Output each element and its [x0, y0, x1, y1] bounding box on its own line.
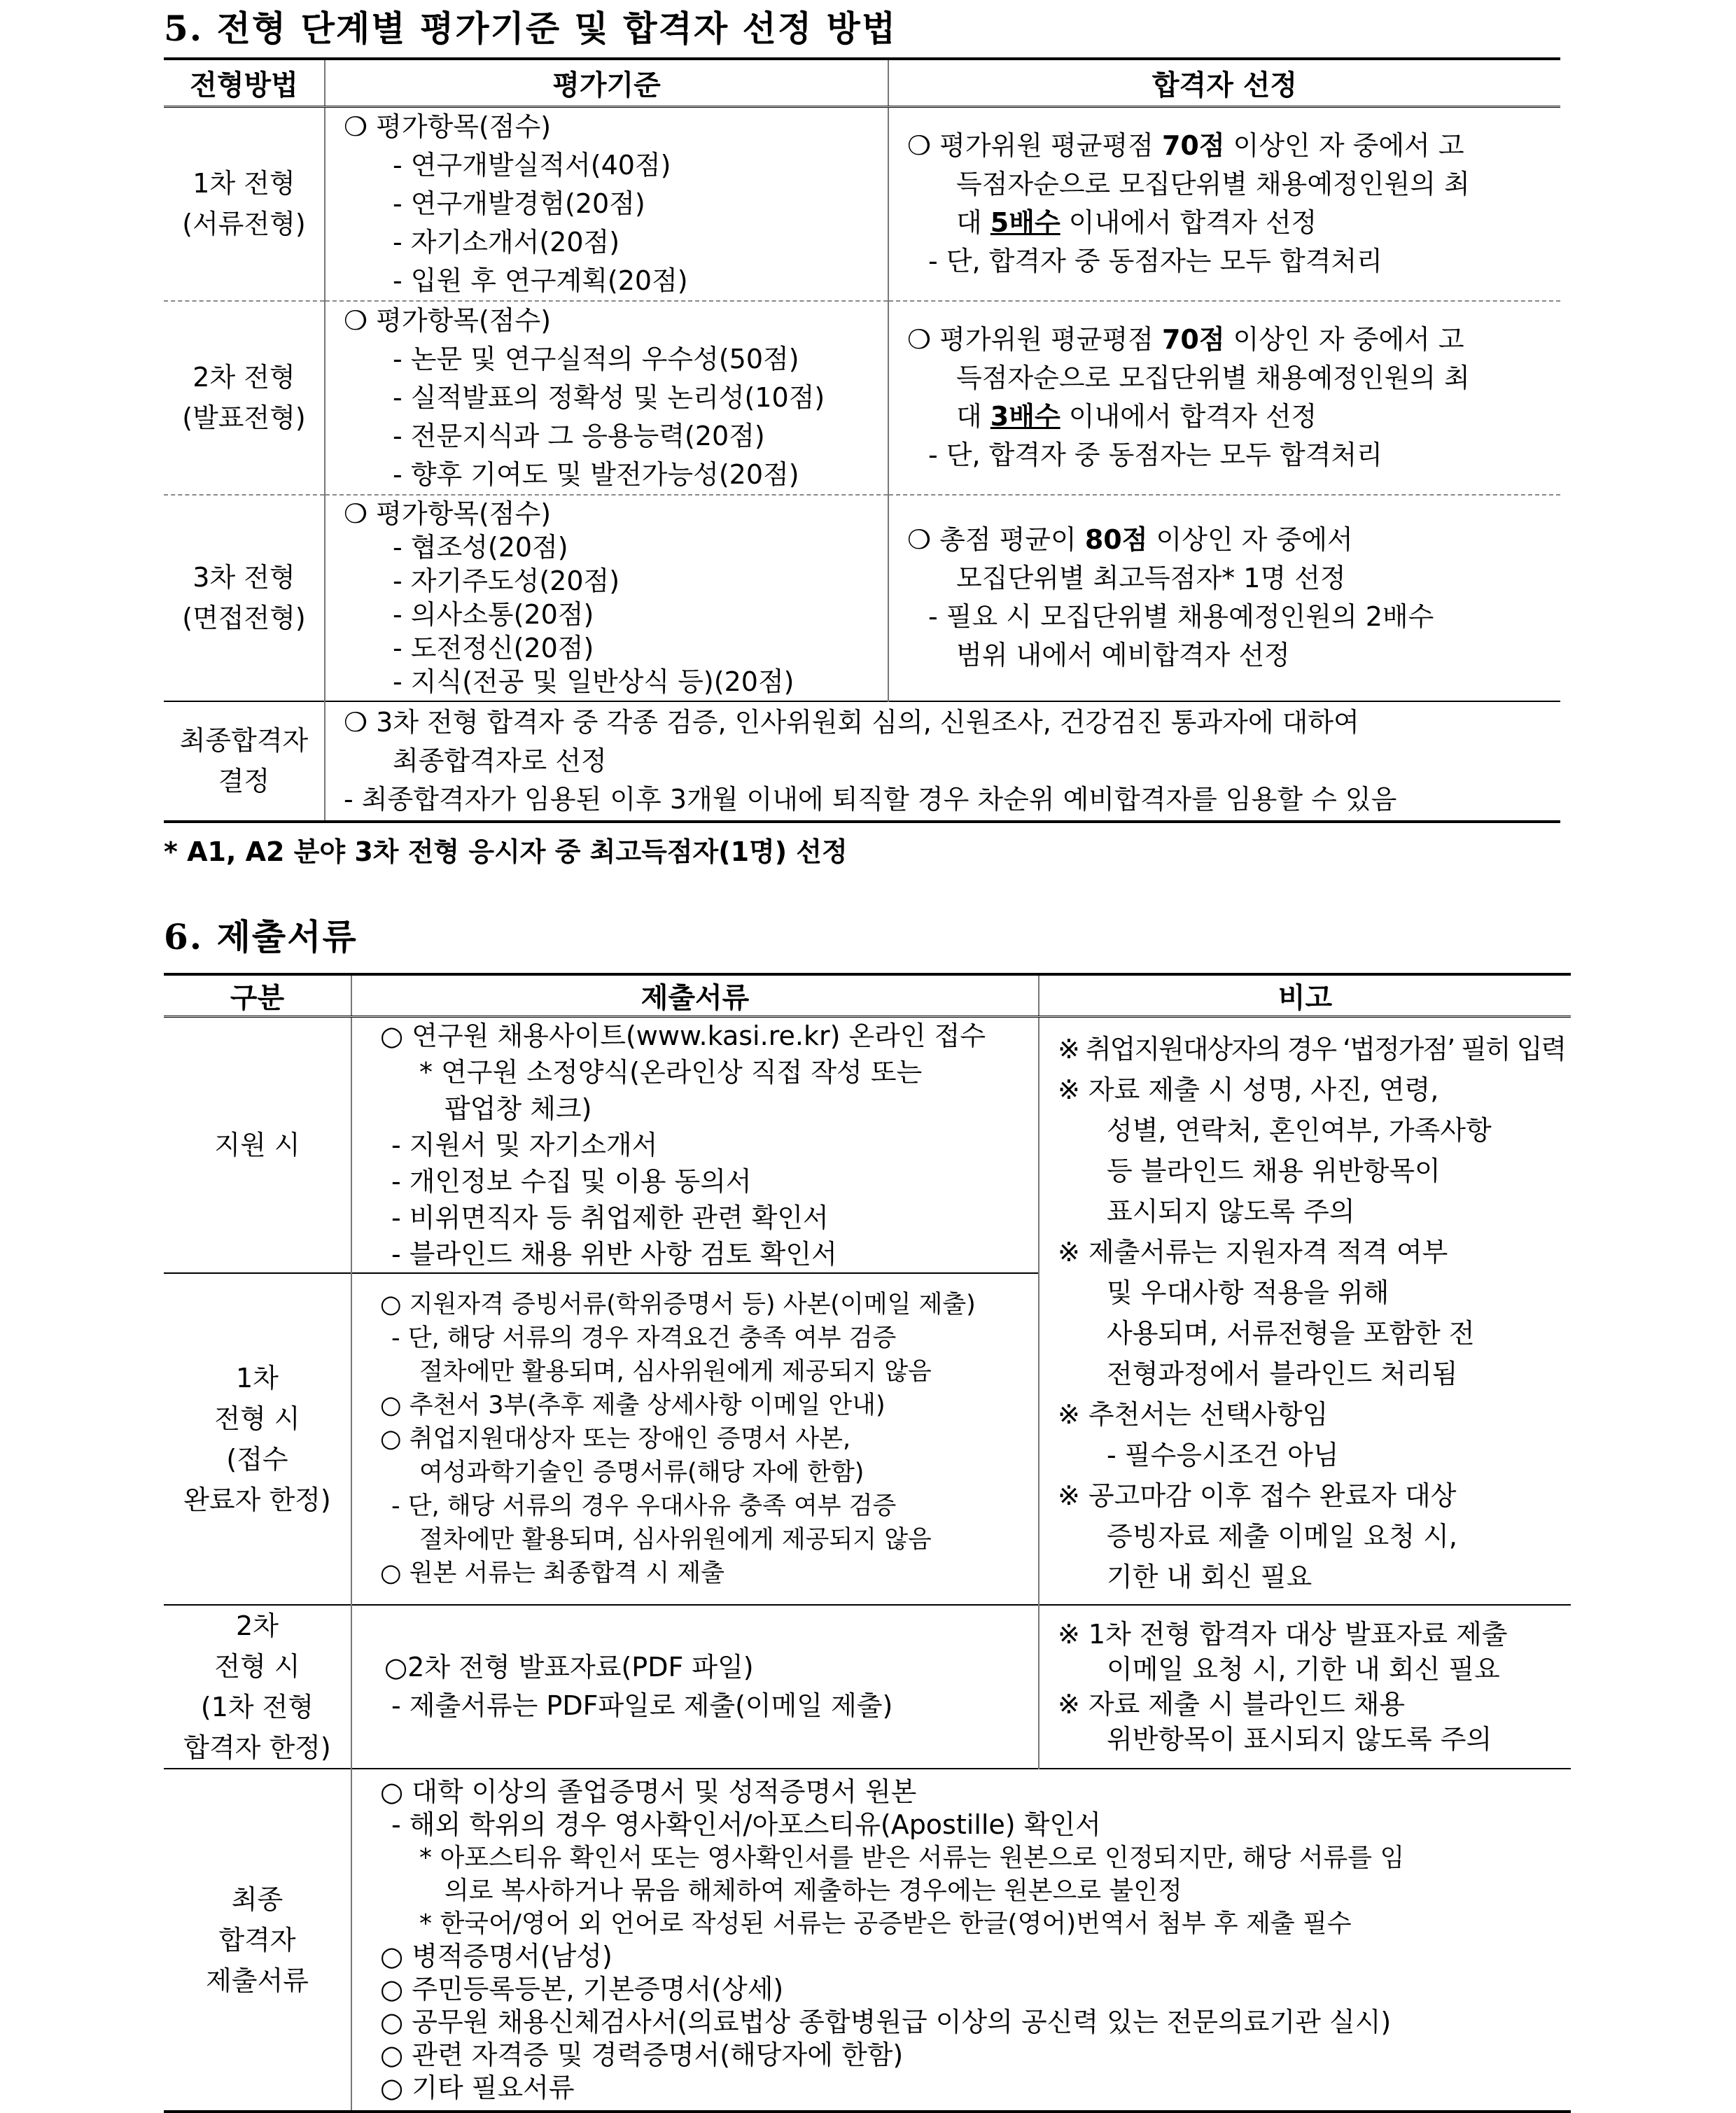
final-selection-text: ❍ 3차 전형 합격자 중 각종 검증, 인사위원회 심의, 신원조사, 건강검진 통과자에 대하여 최종합격자로 선정 - 최종합격자가 임용된 이후 3개월 이내에 퇴직할 경우 차순위 예비합격자를 임용할 수 있음 — [325, 701, 1560, 822]
row-criteria: ❍ 평가항목(점수) - 연구개발실적서(40점) - 연구개발경험(20점) - 자기소개서(20점) - 입원 후 연구계획(20점) — [325, 106, 888, 301]
row-selection: ❍ 총점 평균이 80점 이상인 자 중에서 모집단위별 최고득점자* 1명 선정 - 필요 시 모집단위별 채용예정인원의 2배수 범위 내에서 예비합격자 선정 — [888, 495, 1560, 701]
section5-title: 5. 전형 단계별 평가기준 및 합격자 선정 방법 — [164, 8, 897, 49]
row-method: 최종합격자 결정 — [164, 701, 325, 822]
row-documents: ○ 연구원 채용사이트(www.kasi.re.kr) 온라인 접수 * 연구원 소정양식(온라인상 직접 작성 또는 팝업창 체크) - 지원서 및 자기소개서 - 개인정보 수집 및 이용 동의서 - 비위면직자 등 취업제한 관련 확인서 - 블라인드 채용 위반 사항 검토 확인서 — [351, 1017, 1039, 1274]
row-method: 1차 전형 (서류전형) — [182, 168, 306, 239]
row-selection: ❍ 평가위원 평균평점 70점 이상인 자 중에서 고 득점자순으로 모집단위별 채용예정인원의 최 대 3배수 이내에서 합격자 선정 - 단, 합격자 중 동점자는 모두 합격처리 — [888, 301, 1560, 495]
documents-table — [164, 973, 1571, 2113]
table-row — [164, 701, 1560, 822]
table-row — [164, 1769, 1571, 2112]
row-method: 2차 전형 (발표전형) — [164, 301, 325, 495]
header-selection: 합격자 선정 — [888, 59, 1560, 106]
header-remarks: 비고 — [1039, 974, 1571, 1017]
section6-title: 6. 제출서류 — [164, 916, 358, 957]
row-criteria: ❍ 평가항목(점수) - 논문 및 연구실적의 우수성(50점) - 실적발표의 정확성 및 논리성(10점) - 전문지식과 그 응용능력(20점) - 향후 기여도 및 발전가능성(20점) — [325, 301, 888, 495]
header-criteria: 평가기준 — [325, 59, 888, 106]
row-criteria: ❍ 평가항목(점수) - 협조성(20점) - 자기주도성(20점) - 의사소통(20점) - 도전정신(20점) - 지식(전공 및 일반상식 등)(20점) — [325, 495, 888, 701]
table-row — [164, 106, 1560, 301]
row-method: 3차 전형 (면접전형) — [164, 495, 325, 701]
footnote: * A1, A2 분야 3차 전형 응시자 중 최고득점자(1명) 선정 — [164, 836, 848, 867]
row-label: 1차 전형 시 (접수 완료자 한정) — [164, 1273, 351, 1605]
row-selection: ❍ 평가위원 평균평점 70점 이상인 자 중에서 고 득점자순으로 모집단위별 채용예정인원의 최 대 5배수 이내에서 합격자 선정 - 단, 합격자 중 동점자는 모두 합격처리 — [888, 106, 1560, 301]
row-label: 2차 전형 시 (1차 전형 합격자 한정) — [164, 1605, 351, 1769]
header-category: 구분 — [164, 974, 351, 1017]
header-method: 전형방법 — [164, 59, 325, 106]
row-label: 최종 합격자 제출서류 — [164, 1769, 351, 2112]
evaluation-table — [164, 57, 1560, 823]
final-documents: ○ 대학 이상의 졸업증명서 및 성적증명서 원본 - 해외 학위의 경우 영사확인서/아포스티유(Apostille) 확인서 * 아포스티유 확인서 또는 영사확인서를 받은 서류는 원본으로 인정되지만, 해당 서류를 임 의로 복사하거나 묶음 해체하여 제출하는 경우에는 원본으로 불인정 * 한국어/영어 외 언어로 작성된 서류는 공증받은 한글(영어)번역서 첨부 후 제출 필수 ○ 병적증명서(남성) ○ 주민등록등본, 기본증명서(상세) ○ 공무원 채용신체검사서(의료법상 종합병원급 이상의 공신력 있는 전문의료기관 실시) ○ 관련 자격증 및 경력증명서(해당자에 한함) ○ 기타 필요서류 — [351, 1769, 1571, 2112]
row-documents: ○ 지원자격 증빙서류(학위증명서 등) 사본(이메일 제출) - 단, 해당 서류의 경우 자격요건 충족 여부 검증 절차에만 활용되며, 심사위원에게 제공되지 않음 ○ 추천서 3부(추후 제출 상세사항 이메일 안내) ○ 취업지원대상자 또는 장애인 증명서 사본, 여성과학기술인 증명서류(해당 자에 한함) - 단, 해당 서류의 경우 우대사유 충족 여부 검증 절차에만 활용되며, 심사위원에게 제공되지 않음 ○ 원본 서류는 최종합격 시 제출 — [351, 1273, 1039, 1605]
header-documents: 제출서류 — [351, 974, 1039, 1017]
row-label: 지원 시 — [214, 1130, 300, 1160]
remarks-merged: ※ 취업지원대상자의 경우 ‘법정가점’ 필히 입력 ※ 자료 제출 시 성명, 사진, 연령, 성별, 연락처, 혼인여부, 가족사항 등 블라인드 채용 위반항목이 표시되지 않도록 주의 ※ 제출서류는 지원자격 적격 여부 및 우대사항 적용을 위해 사용되며, 서류전형을 포함한 전 전형과정에서 블라인드 처리됨 ※ 추천서는 선택사항임 - 필수응시조건 아님 ※ 공고마감 이후 접수 완료자 대상 증빙자료 제출 이메일 요청 시, 기한 내 회신 필요 — [1039, 1017, 1571, 1606]
table-row — [164, 1605, 1571, 1769]
row-documents: ○2차 전형 발표자료(PDF 파일) - 제출서류는 PDF파일로 제출(이메일 제출) — [351, 1605, 1039, 1769]
table-row — [164, 301, 1560, 495]
table-row — [164, 1017, 1571, 1274]
row-remarks: ※ 1차 전형 합격자 대상 발표자료 제출 이메일 요청 시, 기한 내 회신 필요 ※ 자료 제출 시 블라인드 채용 위반항목이 표시되지 않도록 주의 — [1039, 1605, 1571, 1769]
table-row — [164, 495, 1560, 701]
